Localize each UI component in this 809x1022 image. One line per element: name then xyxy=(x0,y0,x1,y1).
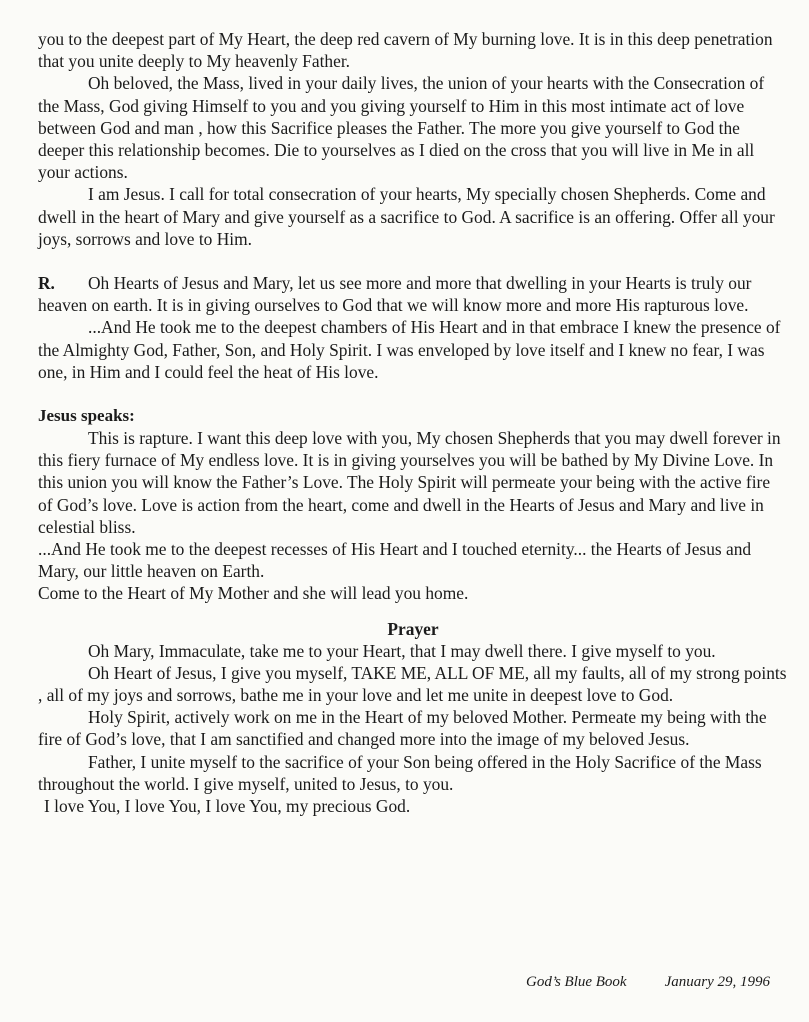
message-paragraph-1: you to the deepest part of My Heart, the deep red cavern of My burning love. It is in this deep penetration that you unite deeply to My heavenly Father. xyxy=(38,29,773,72)
page-footer xyxy=(0,974,770,991)
prayer-paragraph-2: Oh Heart of Jesus, I give you myself, TAKE ME, ALL OF ME, all my faults, all of my strong points , all of my joys and sorrows, bathe me in your love and let me unite in deepest love to God. xyxy=(38,662,787,706)
spacer xyxy=(38,605,788,618)
response-paragraph-2: ...And He took me to the deepest chambers of His Heart and in that embrace I knew the presence of the Almighty God, Father, Son, and Holy Spirit. I was enveloped by love itself and I knew no fear, I was one, in Him and I could feel the heat of His love. xyxy=(38,317,781,382)
jesus-speaks-paragraph-2: ...And He took me to the deepest recesses of His Heart and I touched eternity... the Hearts of Jesus and Mary, our little heaven on Earth. xyxy=(38,539,752,582)
prayer-paragraph-1: Oh Mary, Immaculate, take me to your Heart, that I may dwell there. I give myself to you. xyxy=(88,640,716,661)
spacer xyxy=(38,383,788,405)
footer-book-title: God’s Blue Book xyxy=(526,974,627,990)
jesus-speaks-heading: Jesus speaks: xyxy=(38,406,135,426)
message-paragraph-2: Oh beloved, the Mass, lived in your daily lives, the union of your hearts with the Consecration of the Mass, God giving Himself to you and you giving yourself to Him in this most intimate act of love between God and man , how this Sacrifice pleases the Father. The more you give yourself to God the deeper this relationship becomes. Die to yourselves as I died on the cross that you will live in Me in all your actions. xyxy=(38,73,765,183)
prayer-paragraph-5: I love You, I love You, I love You, my precious God. xyxy=(44,796,411,817)
prayer-paragraph-3: Holy Spirit, actively work on me in the Heart of my beloved Mother. Permeate my being with the fire of God’s love, that I am sanctified and changed more into the image of my beloved Jesus. xyxy=(38,707,767,750)
prayer-title: Prayer xyxy=(387,618,439,639)
response-paragraph-1 xyxy=(38,272,788,316)
message-paragraph-3: I am Jesus. I call for total consecration of your hearts, My specially chosen Shepherds. Come and dwell in the heart of Mary and give yourself as a sacrifice to God. A sacrifice is an offering. Offer all your joys, sorrows and love to Him. xyxy=(38,184,775,249)
spacer xyxy=(38,250,788,272)
jesus-speaks-paragraph-3: Come to the Heart of My Mother and she will lead you home. xyxy=(38,583,469,604)
response-text-1: Oh Hearts of Jesus and Mary, let us see more and more that dwelling in your Hearts is truly our heaven on earth. It is in giving ourselves to God that we will know more and more His rapturous love. xyxy=(38,273,752,316)
page-content xyxy=(38,28,788,817)
response-label: R. xyxy=(38,273,55,294)
jesus-speaks-paragraph-1: This is rapture. I want this deep love with you, My chosen Shepherds that you may dwell forever in this fiery furnace of My endless love. It is in giving yourselves you will be bathed by My Divine Love. In this union you will know the Father’s Love. The Holy Spirit will permeate your being with the active fire of God’s love. Love is action from the heart, come and dwell in the Hearts of Jesus and Mary and live in celestial bliss. xyxy=(38,428,781,537)
prayer-paragraph-4: Father, I unite myself to the sacrifice of your Son being offered in the Holy Sacrifice of the Mass throughout the world. I give myself, united to Jesus, to you. xyxy=(38,751,762,794)
footer-date: January 29, 1996 xyxy=(664,974,770,990)
